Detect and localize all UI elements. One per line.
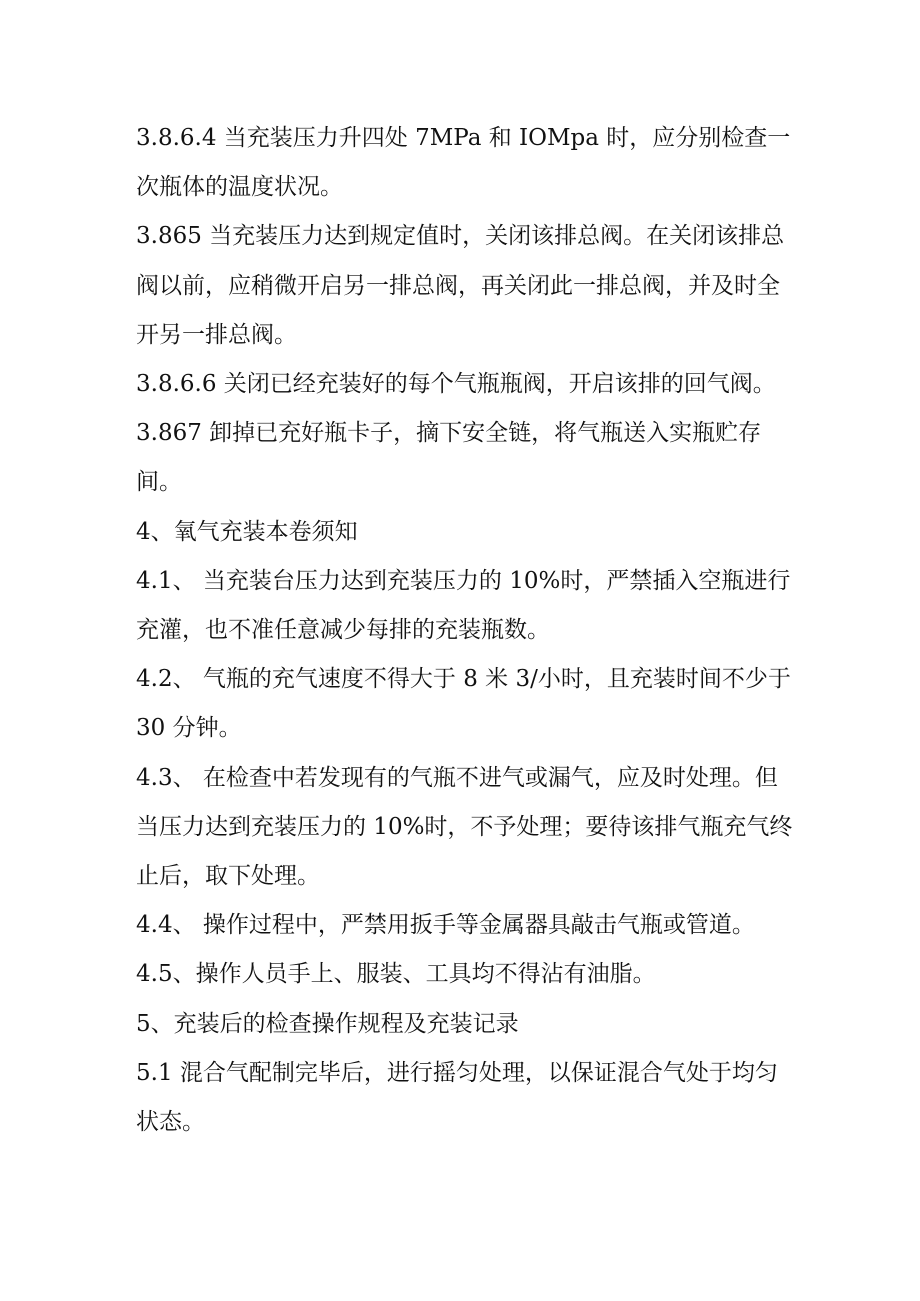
paragraph-5-1: 5.1 混合气配制完毕后，进行摇匀处理，以保证混合气处于均匀状态。 [136,1059,778,1136]
paragraph-3-8-6-6: 3.8.6.6 关闭已经充装好的每个气瓶瓶阀，开启该排的回气阀。 [136,371,776,398]
paragraph-4-5: 4.5、操作人员手上、服装、工具均不得沾有油脂。 [136,961,656,988]
paragraph-4-1: 4.1、 当充装台压力达到充装压力的 10%时，严禁插入空瓶进行充灌，也不准任意减少每排的充装瓶数。 [136,567,791,644]
section-heading-5: 5、充装后的检查操作规程及充装记录 [136,1010,519,1037]
paragraph-4-2: 4.2、 气瓶的充气速度不得大于 8 米 3/小时，且充装时间不少于 30 分钟。 [136,666,791,742]
paragraph-3-8-6-4: 3.8.6.4 当充装压力升四处 7MPa 和 IOMpa 时，应分别检查一次瓶体的温度状况。 [136,125,791,201]
paragraph-3-8-6-5: 3.865 当充装压力达到规定值时，关闭该排总阀。在关闭该排总阀以前，应稍微开启另一排总阀，再关闭此一排总阀，并及时全开另一排总阀。 [136,223,785,348]
section-heading-4: 4、氧气充装本卷须知 [136,518,358,545]
paragraph-3-8-6-7: 3.867 卸掉已充好瓶卡子，摘下安全链，将气瓶送入实瓶贮存间。 [136,420,762,496]
paragraph-4-4: 4.4、 操作过程中，严禁用扳手等金属器具敲击气瓶或管道。 [136,912,755,939]
document-body [136,114,796,1147]
paragraph-4-3: 4.3、 在检查中若发现有的气瓶不进气或漏气，应及时处理。但当压力达到充装压力的 10%时，不予处理；要待该排气瓶充气终止后，取下处理。 [136,764,793,890]
